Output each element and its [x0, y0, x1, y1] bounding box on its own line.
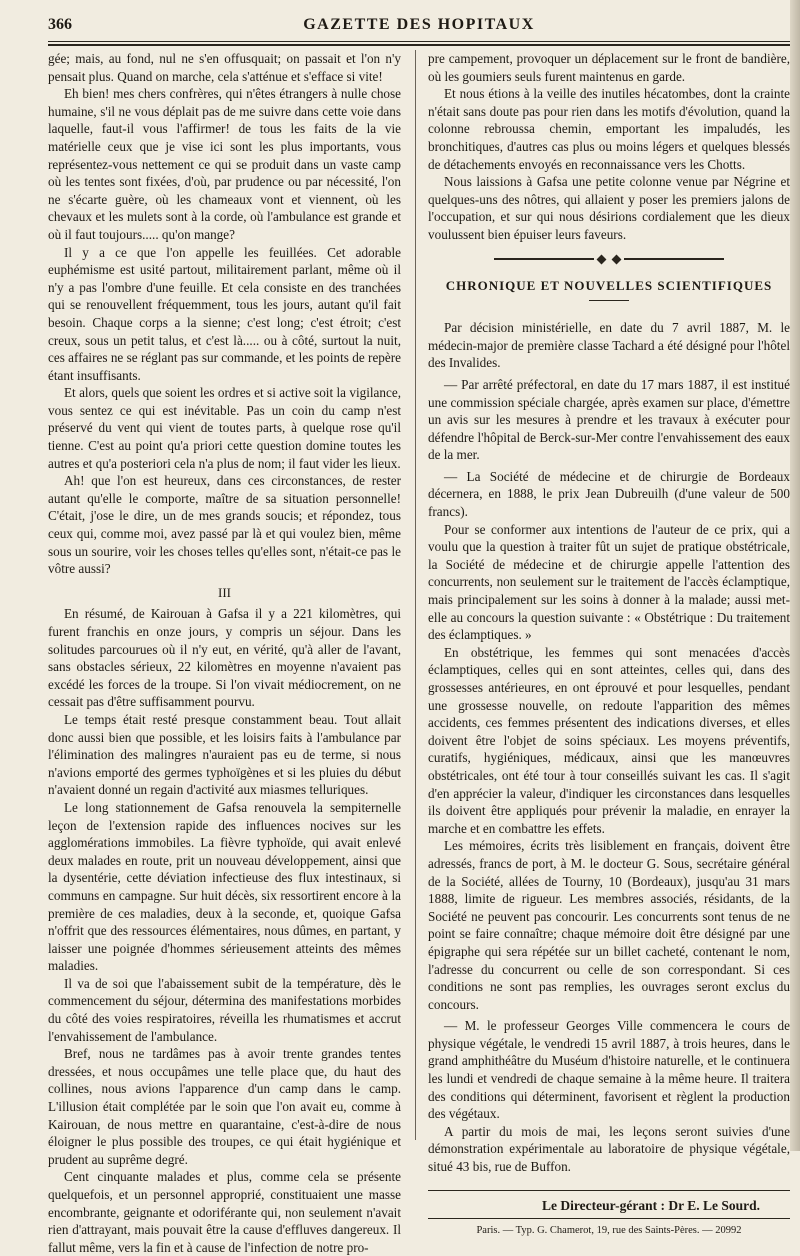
left-paragraph: gée; mais, au fond, nul ne s'en offusquait; on passait et l'on n'y pensait plus. Quand on marche, cela s'atténue et s'efface si vite! [48, 51, 401, 84]
ornament-line-left [494, 258, 594, 260]
right-paragraph: — La Société de médecine et de chirurgie de Bordeaux décernera, en 1888, le prix Jean Dubreuilh (d'une valeur de 500 francs). [428, 468, 790, 520]
right-paragraph: A partir du mois de mai, les leçons seront suivies d'une démonstration expérimentale au laboratoire de physique végétale, situé 43 bis, rue de Buffon. [428, 1123, 790, 1175]
header-rule-thin [48, 41, 790, 42]
section-mark: III [218, 584, 231, 600]
right-paragraph: Pour se conformer aux intentions de l'auteur de ce prix, qui a voulu que la question à traiter fût un sujet de pratique obstétricale, la Société de médecine et de chirurgie appelle l'attention des concurrents, non seulement sur le traitement de l'accès éclamptique, mais principalement sur les soins à donner à la malade; aussi met-elle au concours la question suivante : « Obstétrique : Du traitement des éclamptiques. » [428, 521, 790, 643]
right-paragraph: — Par arrêté préfectoral, en date du 17 mars 1887, il est institué une commission spéciale chargée, après examen sur place, d'émettre un avis sur les mesures à prendre et les travaux à exécuter pour défendre l'hôpital de Berck-sur-Mer contre l'envahissement des eaux de la mer. [428, 376, 790, 463]
right-paragraph: Nous laissions à Gafsa une petite colonne venue par Négrine et quelques-uns des nôtres, qui allaient y poser les premiers jalons de l'occupation, et sur qui nous désirions cordialement que les dieux voulussent bien épuiser leurs faveurs. [428, 174, 790, 242]
chronicle-section-title: CHRONIQUE ET NOUVELLES SCIENTIFIQUES [445, 277, 773, 293]
left-paragraph: Il va de soi que l'abaissement subit de la température, dès le commencement du séjour, détermina des manifestations morbides du côté des voies respiratoires, réveilla les rhumatismes et accrut l'envahissement de l'ambulance. [48, 975, 401, 1044]
page-number: 366 [48, 16, 72, 33]
left-paragraph: Eh bien! mes chers confrères, qui n'êtes étrangers à nulle chose humaine, s'il ne vous déplait pas de me suivre dans cette voie dans laquelle, faut-il vous l'affirmer! de tous les faits de la vie matérielle ceux que je vise ici sont les plus importants, vous représentez-vous nettement ce qui se produit dans un vaste camp où les tentes sont fixées, d'où, par prudence ou par nécessité, l'on ne s'écarte guère, où les chameaux vont et viennent, où les chevaux et les mulets sont à la corde, où l'ambulance est grande et où il faut toujours..... qu'on mange? [48, 86, 401, 242]
right-paragraph: pre campement, provoquer un déplacement sur le front de bandière, où les goumiers seuls furent maintenus en garde. [428, 51, 790, 84]
section-ornament [428, 256, 790, 263]
left-paragraph: Le long stationnement de Gafsa renouvela la sempiternelle leçon de l'extension rapide des influences nocives sur les agglomérations immobiles. La fièvre typhoïde, qui avait enlevé deux malades en route, prit un nouveau développement, ainsi que la dysentérie, cette déviation infectieuse des flux intestinaux, si communs en campagne. Sur huit décès, six ressortirent encore à la première de ces maladies, deux à la seconde, et, quoique Gafsa n'offrit que des ressources élémentaires, nous dûmes, en partant, y laisser une poignée d'hommes sérieusement atteints des mêmes maladies. [48, 799, 401, 974]
ornament-diamond-icon [597, 254, 607, 264]
page-binding-edge [790, 0, 800, 1151]
right-paragraph: En obstétrique, les femmes qui sont menacées d'accès éclamptiques, celles qui en sont atteintes, celles qui, dans des grossesses antérieures, en ont éprouvé et pour lesquelles, pendant une grossesse nouvelle, on redoute l'apparition des mêmes accidents, ces femmes présentent des indications diverses, et elles doivent être l'objet de soins spéciaux. Les moyens préventifs, curatifs, hygiéniques, médicaux, ainsi que les manœuvres obstétricales, ont été tour à tour conseillés suivant les cas. Il s'agit d'en apprécier la valeur, d'indiquer les circonstances dans lesquelles ils doivent être appliqués pour prévenir la maladie, en enrayer la marche et en combattre les effets. [428, 644, 790, 836]
signature-rule [428, 1190, 790, 1191]
left-paragraph: Ah! que l'on est heureux, dans ces circonstances, de rester autant qu'elle le comporte, maître de sa situation personnelle! C'était, j'ose le dire, un de mes grands soucis; et répondez, tous ceux qui, comme moi, avez passé par là et qui voulez bien, même sous un sourire, voir les choses telles qu'elles sont, n'était-ce pas le vôtre aussi? [48, 473, 401, 577]
ornament-diamond-icon [612, 254, 622, 264]
right-paragraph: Les mémoires, écrits très lisiblement en français, doivent être adressés, francs de port, à M. le docteur G. Sous, secrétaire général de la Société, allées de Tourny, 10 (Bordeaux), jusqu'au 31 mars 1888, limite de rigueur. Les membres associés, résidants, de la Société ne peuvent pas concourir. Les concurrents sont tenus de ne point se faire connaître; chaque mémoire doit être désigné par une épigraphe qui sera répétée sur un billet cacheté, contenant le nom, l'adresse du concurrent ou celle de son correspondant. Si ces conditions ne sont pas remplies, les ouvrages seront exclus du concours. [428, 838, 790, 1012]
chronicle-title-rule [589, 300, 629, 301]
left-paragraph: Le temps était resté presque constamment beau. Tout allait donc aussi bien que possible, et les loisirs faits à l'ambulance par l'élimination des malingres n'auraient pas eu de terme, si nous n'avions emporté des germes typhoïgènes et si les pluies du début n'avaient donné un regain d'activité aux miasmes telluriques. [48, 711, 401, 798]
header-rule-thick [48, 44, 790, 46]
right-paragraph: Et nous étions à la veille des inutiles hécatombes, dont la crainte n'était sans doute pas pour rien dans les motifs d'évolution, quand la colonne rebroussa chemin, emportant les impaludés, les bronchitiques, d'autres cas plus ou moins légers et quelques blessés de détachements envoyés en reconnaissance vers les Chotts. [428, 86, 790, 172]
director-signature: Le Directeur-gérant : Dr E. Le Sourd. [542, 1197, 760, 1213]
printer-imprint: Paris. — Typ. G. Chamerot, 19, rue des Saints-Pères. — 20992 [476, 1225, 742, 1237]
page-header [48, 14, 790, 40]
left-paragraph: Et alors, quels que soient les ordres et si active soit la vigilance, vous sentez ce qui est inévitable. Pas un coin du camp n'est préservé du vent qui vient de toutes parts, à quelque rose qu'il tienne. C'est au point qu'a priori cette question domine toutes les autres et qu'a posteriori cela n'a plus de nom; il faut vider les lieux. [48, 385, 401, 471]
left-paragraph: Cent cinquante malades et plus, comme cela se présente quelquefois, et un personnel approprié, constituaient une masse encombrante, geignante et odoriférante qui, non seulement n'avait rien d'attrayant, mais pouvait être la cause d'effluves dangereux. Il fallut même, vers la fin et à cause de l'infection de notre pro- [48, 1169, 401, 1255]
right-paragraph: — M. le professeur Georges Ville commencera le cours de physique végétale, le vendredi 15 avril 1887, à trois heures, dans le grand amphithéâtre du Muséum d'histoire naturelle, et le continuera les lundi et vendredi de chaque semaine à la même heure. Il traitera des conditions qui déterminent, favorisent et règlent la production des végétaux. [428, 1018, 790, 1122]
left-paragraph: En résumé, de Kairouan à Gafsa il y a 221 kilomètres, qui furent franchis en onze jours, y compris un séjour. Dans les solitudes parcourues où il n'y eut, en vérité, qu'à aller de l'avant, sans obstacles sérieux, 22 kilomètres en moyenne n'avaient pas excédé les forces de la troupe. Si l'on vivait médiocrement, on ne cessait pas d'être suffisamment pourvu. [48, 606, 401, 710]
journal-title: GAZETTE DES HOPITAUX [303, 16, 535, 33]
left-column [48, 50, 401, 1255]
left-paragraph: Il y a ce que l'on appelle les feuillées. Cet adorable euphémisme est usité partout, militairement parlant, même où il n'y a pas l'ombre d'une feuille. Et cela consiste en des tranchées qui se renouvellent fréquemment, tous les jours, autant qu'il fait besoin. Chaque corps a la sienne; c'est long; c'est étroit; c'est creux, sous un petit talus, et c'est là..... ou à côté, surtout la nuit, ces affaires ne se réglant pas sur commande, et les points de repère étant insuffisants. [48, 244, 401, 383]
ornament-line-right [624, 258, 724, 260]
column-divider [415, 50, 416, 1140]
right-paragraph: Par décision ministérielle, en date du 7 avril 1887, M. le médecin-major de première classe Tachard a été désigné pour l'hôtel des Invalides. [428, 320, 790, 371]
right-column [428, 50, 790, 1237]
left-paragraph: Bref, nous ne tardâmes pas à avoir trente grandes tentes dressées, et nous occupâmes une telle place que, du haut des collines, nous avions l'apparence d'un camp dans le camp. L'illusion était complétée par le soin que l'on avait eu, comme à Kairouan, de nous mettre en quarantaine, c'est-à-dire de nous éloigner le plus possible des troupes, ce qui était hygiénique et prudent au suprême degré. [48, 1046, 401, 1167]
imprint-rule [428, 1218, 790, 1219]
